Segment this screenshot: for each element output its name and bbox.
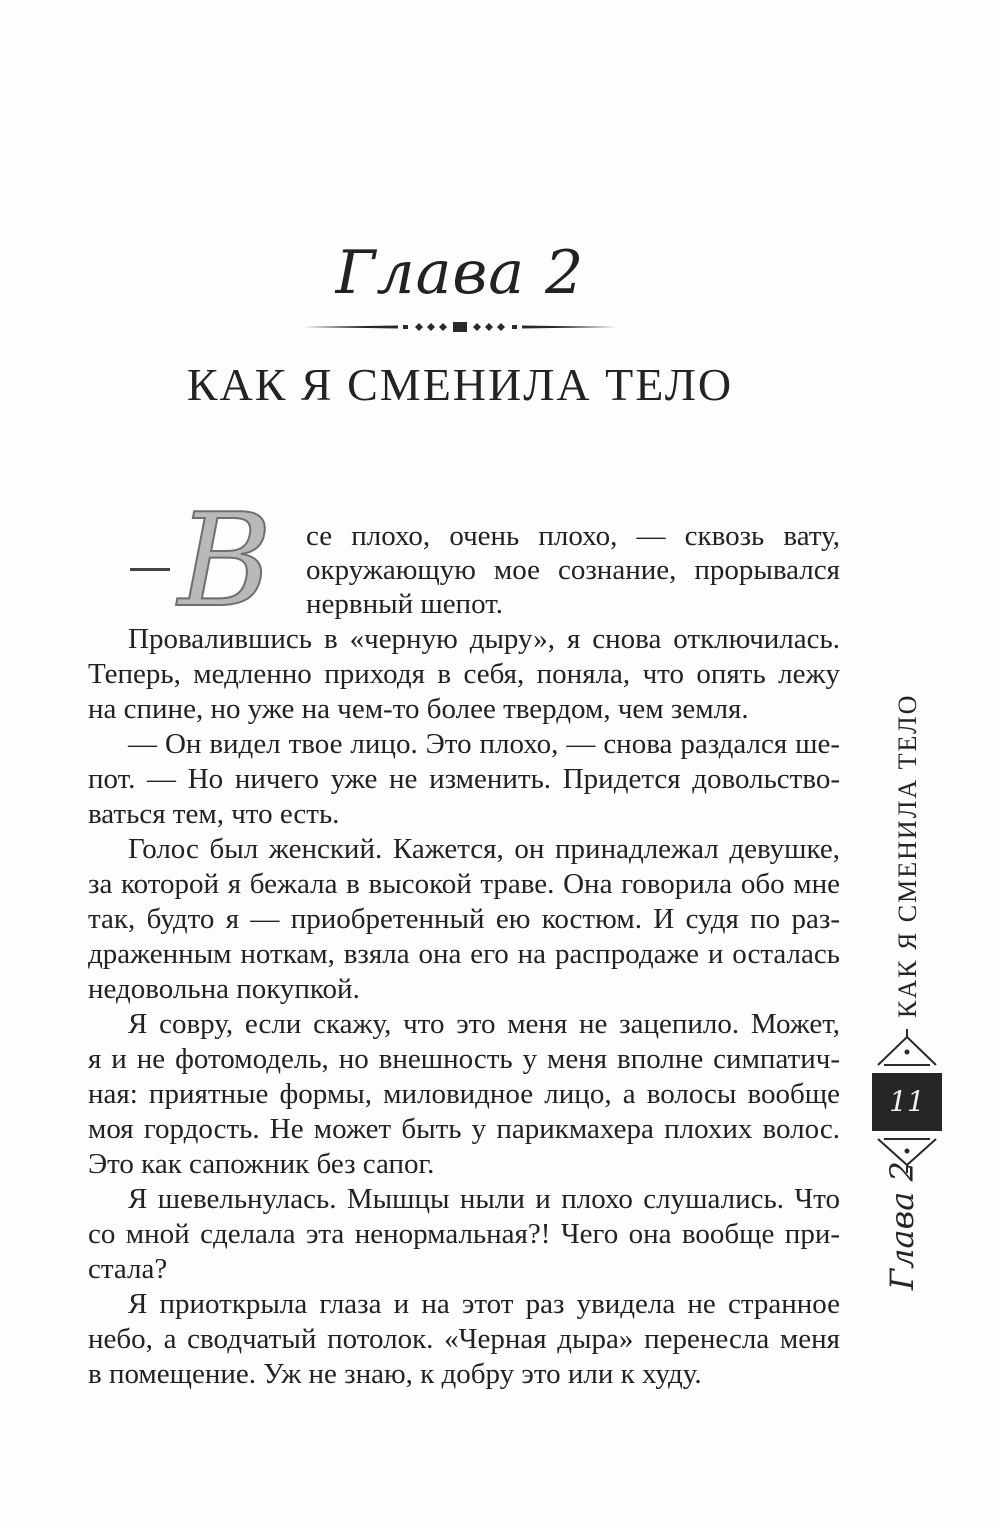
- text-line: се плохо, очень плохо, — сквозь вату,: [306, 520, 840, 552]
- text-line: — Он видел твое лицо. Это плохо, — снова раздался ше-: [128, 728, 840, 760]
- sidebar-ornament-top: [872, 1025, 942, 1069]
- text-line: ная: приятные формы, миловидное лицо, а волосы вообще: [88, 1078, 840, 1110]
- text-line: недовольна покупкой.: [88, 973, 360, 1005]
- sidebar-title: КАК Я СМЕНИЛА ТЕЛО: [893, 693, 922, 1018]
- divider-ornament: [303, 318, 617, 336]
- sidebar-chapter: Глава 2: [883, 1161, 921, 1290]
- text-line: Теперь, медленно приходя в себя, поняла, что опять лежу: [88, 658, 840, 690]
- dropcap-dash: [130, 568, 170, 571]
- page-number: 11: [889, 1085, 925, 1118]
- text-line: Я приоткрыла глаза и на этот раз увидела не странное: [128, 1288, 840, 1320]
- text-line: пот. — Но ничего уже не изменить. Придется довольство-: [88, 763, 840, 795]
- text-line: я и не фотомодель, но внешность у меня вполне симпатич-: [88, 1043, 840, 1075]
- drop-cap-letter: В: [178, 487, 273, 636]
- text-line: Провалившись в «черную дыру», я снова отключилась.: [128, 623, 840, 655]
- text-line: со мной сделала эта ненормальная?! Чего она вообще при-: [88, 1218, 840, 1250]
- text-line: драженным ноткам, взяла она его на распродаже и осталась: [88, 938, 840, 970]
- text-line: стала?: [88, 1253, 168, 1285]
- text-line: моя гордость. Не может быть у парикмахера плохих волос.: [88, 1113, 840, 1145]
- text-line: Я совру, если скажу, что это меня не зацепило. Может,: [128, 1008, 840, 1040]
- text-line: нервный шепот.: [306, 588, 503, 620]
- text-line: небо, а сводчатый потолок. «Черная дыра» перенесла меня: [88, 1323, 840, 1355]
- text-line: Это как сапожник без сапог.: [88, 1148, 435, 1180]
- page-number-box: [872, 1073, 942, 1131]
- text-line: за которой я бежала в высокой траве. Она говорила обо мне: [88, 868, 840, 900]
- text-line: в помещение. Уж не знаю, к добру это или к худу.: [88, 1358, 702, 1390]
- chapter-title: КАК Я СМЕНИЛА ТЕЛО: [186, 359, 734, 410]
- text-line: на спине, но уже на чем-то более твердом, чем земля.: [88, 693, 749, 725]
- text-line: ваться тем, что есть.: [88, 798, 340, 830]
- text-line: окружающую мое сознание, прорывался: [306, 554, 840, 586]
- chapter-script-heading: Глава 2: [335, 238, 585, 308]
- text-line: так, будто я — приобретенный ею костюм. И судя по раз-: [88, 903, 840, 935]
- text-line: Я шевельнулась. Мышцы ныли и плохо слушались. Что: [128, 1183, 840, 1215]
- text-line: Голос был женский. Кажется, он принадлежал девушке,: [128, 833, 840, 865]
